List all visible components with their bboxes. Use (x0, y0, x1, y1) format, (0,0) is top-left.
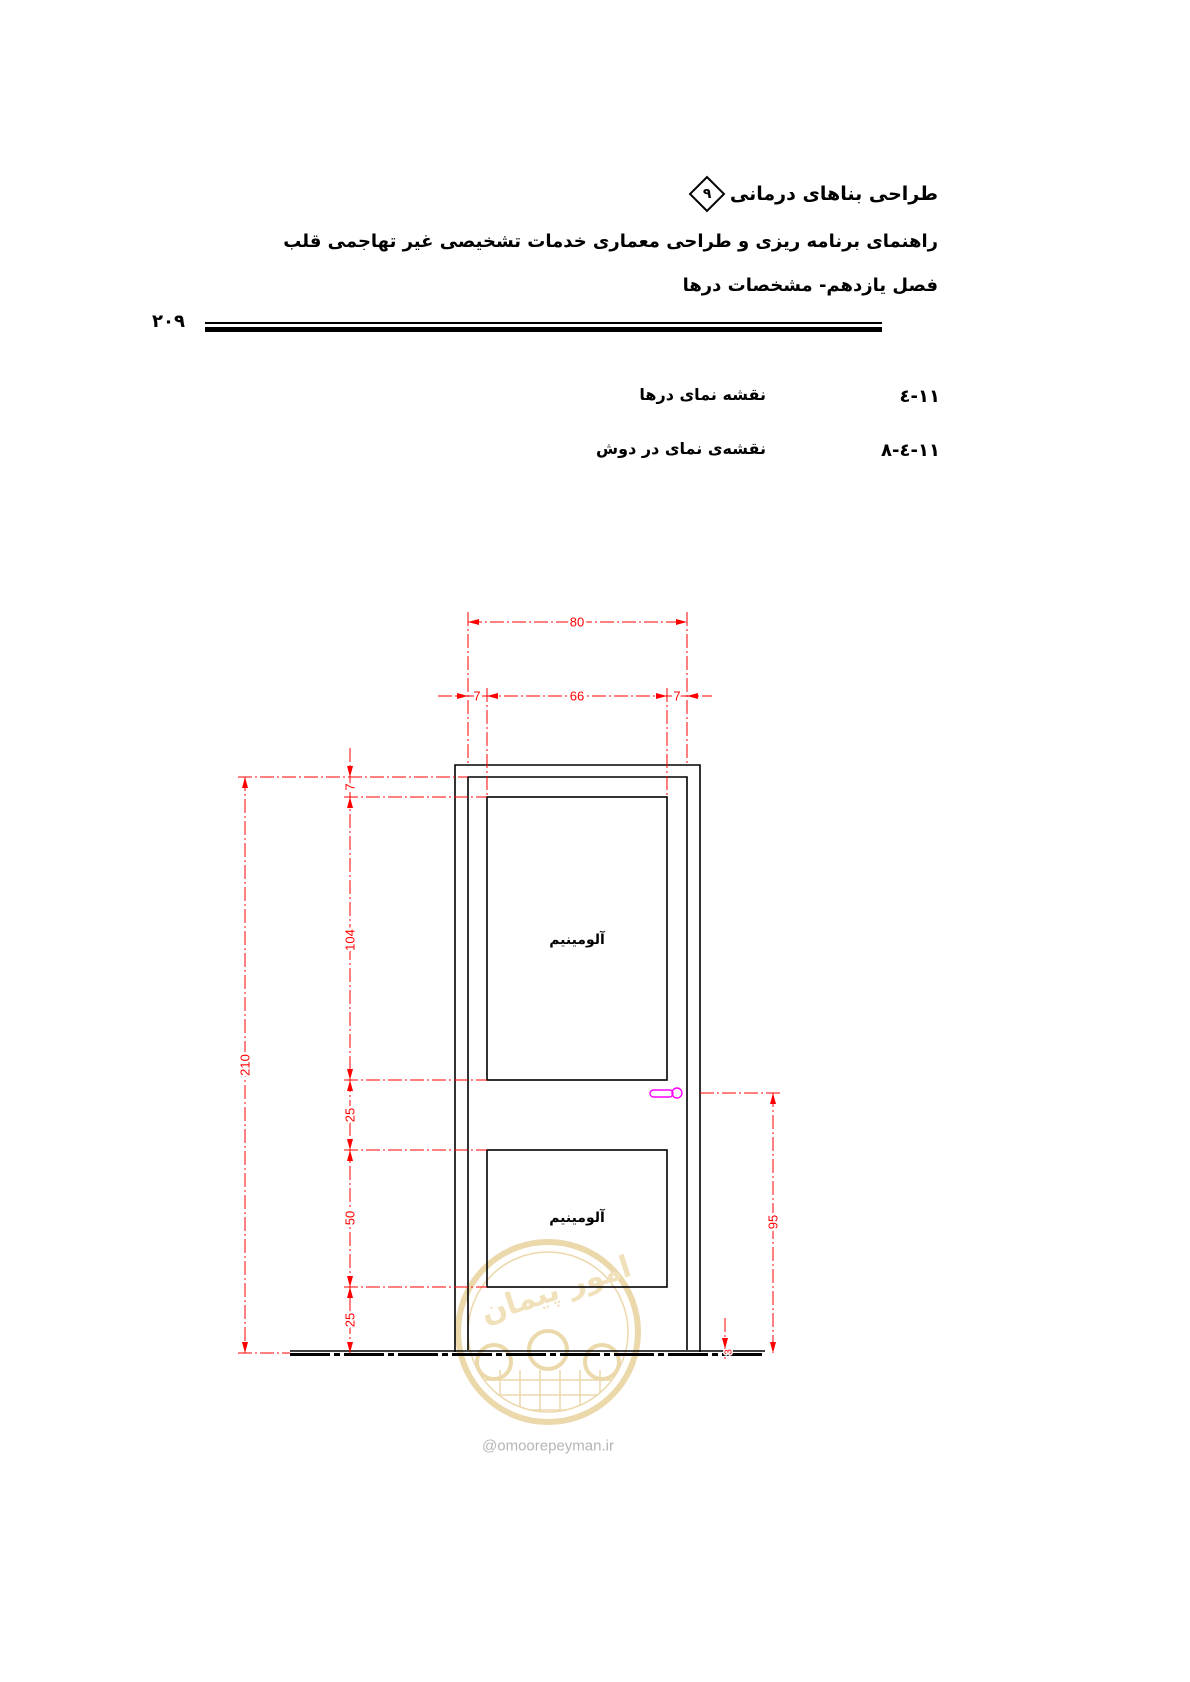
watermark-logo-text: امور پیمان (476, 1249, 636, 1331)
arrowhead (242, 1342, 248, 1353)
arrowhead (347, 1150, 353, 1161)
dimension-label: 50 (342, 1210, 358, 1226)
section-title: نقشه نمای درها (639, 385, 766, 404)
dimension-label: 66 (569, 688, 585, 704)
chapter-title: فصل یازدهم- مشخصات درها (682, 275, 938, 296)
dimension-floor-gap (722, 1318, 735, 1362)
arrowhead (347, 1069, 353, 1080)
subsection-number: ١١-٤-٨ (881, 440, 940, 461)
dimension-width-chain (438, 688, 712, 797)
arrowhead (487, 693, 498, 699)
door-outline (290, 765, 765, 1355)
arrowhead (722, 1338, 728, 1349)
dimension-label: 7 (673, 688, 681, 704)
arrowhead (468, 619, 479, 625)
series-title: طراحی بناهای درمانی (729, 183, 938, 205)
arrowhead (676, 619, 687, 625)
guide-title: راهنمای برنامه ریزی و طراحی معماری خدمات تشخیصی غیر تهاجمی قلب (283, 231, 938, 252)
arrowhead (347, 1276, 353, 1287)
arrowhead (457, 693, 468, 699)
dimension-label: 3 (723, 1349, 735, 1355)
arrowhead (770, 1342, 776, 1353)
arrowhead (347, 766, 353, 777)
dimension-label: 210 (237, 1054, 253, 1076)
watermark-gear-left (477, 1345, 511, 1379)
dimension-label: 104 (342, 929, 358, 951)
dimension-label: 25 (342, 1107, 358, 1123)
handle-lever (650, 1090, 673, 1097)
arrowhead (347, 797, 353, 808)
arrowhead (347, 1080, 353, 1091)
dimension-label: 7 (342, 783, 358, 791)
arrowhead (687, 693, 698, 699)
section-number: ١١-٤ (899, 386, 940, 407)
lower-panel-material: آلومینیم (549, 1210, 605, 1226)
dimension-label: 80 (569, 614, 585, 630)
arrowhead (242, 777, 248, 788)
arrowhead (770, 1093, 776, 1104)
arrowhead (656, 693, 667, 699)
dimension-label: 7 (473, 688, 481, 704)
dimension-height-chain (343, 748, 488, 1353)
arrowhead (347, 1139, 353, 1150)
door-handle (650, 1088, 682, 1098)
watermark-gear-right (585, 1345, 619, 1379)
watermark-gear-center (529, 1331, 567, 1369)
dimension-label: 95 (765, 1214, 781, 1230)
arrowhead (347, 1287, 353, 1298)
watermark-logo (458, 1242, 640, 1422)
dimension-overall-height (238, 777, 469, 1353)
upper-panel-material: آلومینیم (549, 932, 605, 948)
series-number: ٩ (702, 186, 712, 203)
dimension-handle-height (700, 1093, 781, 1353)
page-number: ٢٠٩ (152, 311, 185, 332)
dimension-label: 25 (342, 1312, 358, 1328)
subsection-title: نقشه‌ی نمای در دوش (596, 439, 766, 458)
watermark-site: @omoorepeyman.ir (482, 1437, 614, 1455)
